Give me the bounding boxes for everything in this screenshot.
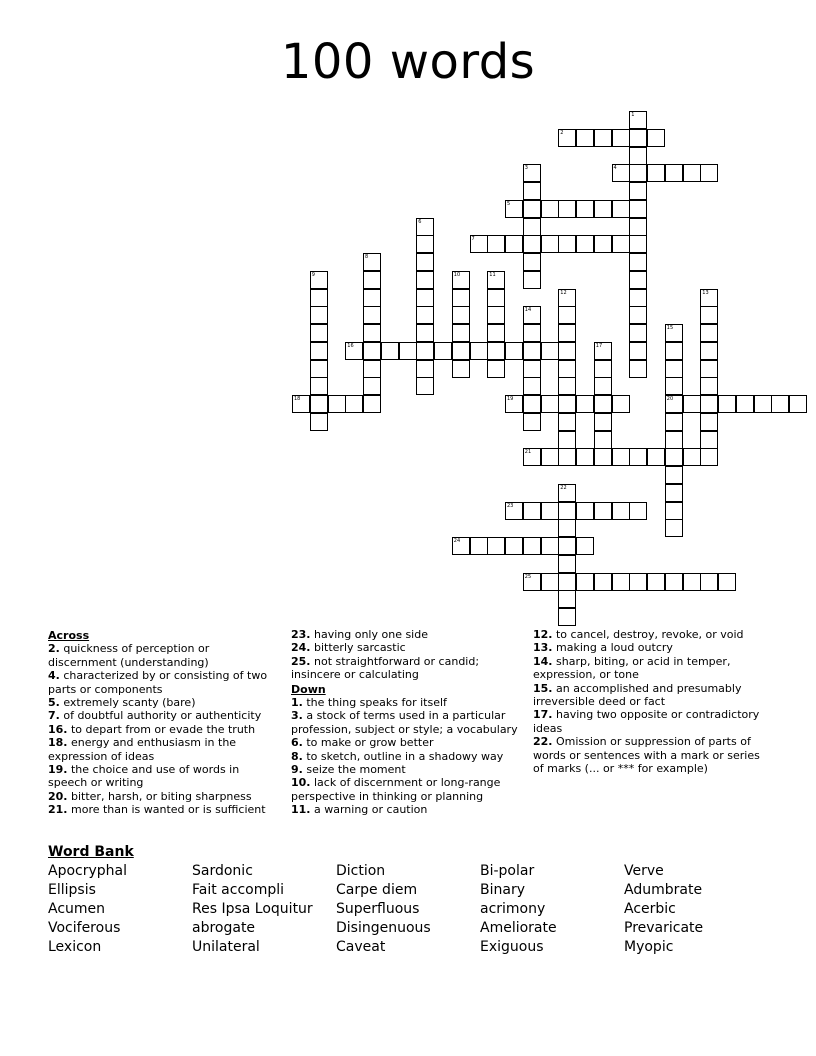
grid-cell[interactable]	[523, 573, 541, 591]
grid-cell[interactable]	[629, 289, 647, 307]
grid-cell[interactable]	[363, 395, 381, 413]
clue-number: 11	[489, 271, 496, 278]
clue-number: 16	[347, 342, 354, 349]
grid-cell[interactable]	[700, 573, 718, 591]
grid-cell[interactable]	[576, 235, 594, 253]
grid-cell[interactable]	[612, 164, 630, 182]
grid-cell[interactable]	[399, 342, 417, 360]
grid-cell[interactable]	[363, 271, 381, 289]
grid-cell[interactable]	[310, 360, 328, 378]
grid-cell[interactable]	[523, 235, 541, 253]
clue-item: 9. seize the moment	[291, 763, 406, 777]
grid-cell[interactable]	[665, 466, 683, 484]
grid-cell[interactable]	[523, 306, 541, 324]
grid-cell[interactable]	[541, 537, 559, 555]
grid-cell[interactable]	[523, 271, 541, 289]
clue-number: 12	[560, 289, 567, 296]
grid-cell[interactable]	[629, 164, 647, 182]
grid-cell[interactable]	[363, 377, 381, 395]
grid-cell[interactable]	[558, 448, 576, 466]
grid-cell[interactable]	[683, 573, 701, 591]
grid-cell[interactable]	[470, 342, 488, 360]
clue-item: 18. energy and enthusiasm in the expression of ideas	[48, 736, 237, 763]
grid-cell[interactable]	[683, 395, 701, 413]
grid-cell[interactable]	[487, 324, 505, 342]
word-bank-word: Prevaricate	[624, 920, 704, 936]
grid-cell[interactable]	[487, 537, 505, 555]
grid-cell[interactable]	[416, 253, 434, 271]
grid-cell[interactable]	[594, 360, 612, 378]
across-clue-list-cont	[291, 628, 524, 682]
grid-cell[interactable]	[523, 502, 541, 520]
grid-cell[interactable]	[700, 164, 718, 182]
grid-cell[interactable]	[594, 377, 612, 395]
grid-cell[interactable]	[665, 395, 683, 413]
grid-cell[interactable]	[700, 448, 718, 466]
grid-cell[interactable]	[363, 360, 381, 378]
word-bank-word: Lexicon	[48, 939, 102, 955]
grid-cell[interactable]	[612, 502, 630, 520]
grid-cell[interactable]	[558, 342, 576, 360]
grid-cell[interactable]	[310, 395, 328, 413]
word-bank-word: Binary	[480, 882, 525, 898]
grid-cell[interactable]	[505, 235, 523, 253]
word-bank-column	[480, 862, 620, 957]
grid-cell[interactable]	[523, 360, 541, 378]
grid-cell[interactable]	[594, 502, 612, 520]
clue-item: 19. the choice and use of words in speech or writing	[48, 763, 240, 790]
clue-item: 23. having only one side	[291, 628, 428, 641]
grid-cell[interactable]	[594, 395, 612, 413]
grid-cell[interactable]	[558, 377, 576, 395]
across-heading: Across	[48, 629, 90, 642]
grid-cell[interactable]	[683, 164, 701, 182]
grid-cell[interactable]	[665, 519, 683, 537]
grid-cell[interactable]	[558, 200, 576, 218]
clue-number: 15	[666, 325, 674, 331]
grid-cell[interactable]	[452, 342, 470, 360]
grid-cell[interactable]	[700, 395, 718, 413]
grid-cell[interactable]	[629, 573, 647, 591]
word-bank-word: Fait accompli	[192, 882, 285, 898]
word-bank-word: Caveat	[336, 939, 386, 955]
word-bank-word: Diction	[336, 863, 386, 879]
grid-cell[interactable]	[612, 200, 630, 218]
grid-cell[interactable]	[416, 342, 434, 360]
clue-number: 20	[666, 396, 674, 402]
grid-cell[interactable]	[310, 306, 328, 324]
grid-cell[interactable]	[576, 129, 594, 147]
grid-cell[interactable]	[683, 448, 701, 466]
grid-cell[interactable]	[665, 484, 683, 502]
grid-cell[interactable]	[541, 448, 559, 466]
grid-cell[interactable]	[558, 555, 576, 573]
clue-item: 13. making a loud outcry	[533, 641, 673, 655]
clue-number: 17	[595, 342, 603, 349]
grid-cell[interactable]	[363, 306, 381, 324]
grid-cell[interactable]	[505, 537, 523, 555]
grid-cell[interactable]	[647, 129, 665, 147]
clue-number: 2	[560, 129, 564, 136]
grid-cell[interactable]	[558, 590, 576, 608]
clue-number: 10	[453, 271, 461, 278]
grid-cell[interactable]	[541, 200, 559, 218]
grid-cell[interactable]	[452, 324, 470, 342]
word-bank-word: Carpe diem	[336, 882, 418, 898]
grid-cell[interactable]	[558, 360, 576, 378]
grid-cell[interactable]	[310, 342, 328, 360]
grid-cell[interactable]	[700, 306, 718, 324]
clue-number: 18	[294, 396, 301, 402]
down-heading: Down	[291, 682, 326, 696]
word-bank-word: Bi-polar	[480, 863, 535, 879]
grid-cell[interactable]	[470, 537, 488, 555]
word-bank-word: acrimony	[480, 901, 546, 917]
grid-cell[interactable]	[310, 289, 328, 307]
clue-item: 14. sharp, biting, or acid in temper, expression, or tone	[533, 654, 731, 682]
grid-cell[interactable]	[541, 502, 559, 520]
grid-cell[interactable]	[612, 448, 630, 466]
grid-cell[interactable]	[487, 289, 505, 307]
word-bank-word: Acumen	[48, 901, 106, 917]
grid-cell[interactable]	[629, 342, 647, 360]
grid-cell[interactable]	[416, 324, 434, 342]
word-bank-word: Apocryphal	[48, 863, 127, 879]
grid-cell[interactable]	[665, 324, 683, 342]
grid-cell[interactable]	[487, 360, 505, 378]
grid-cell[interactable]	[576, 395, 594, 413]
grid-cell[interactable]	[594, 413, 612, 431]
grid-cell[interactable]	[558, 129, 576, 147]
grid-cell[interactable]	[665, 413, 683, 431]
word-bank-column	[624, 862, 764, 957]
grid-cell[interactable]	[594, 235, 612, 253]
grid-cell[interactable]	[487, 235, 505, 253]
grid-cell[interactable]	[487, 271, 505, 289]
clue-item: 24. bitterly sarcastic	[291, 641, 406, 655]
grid-cell[interactable]	[363, 342, 381, 360]
grid-cell[interactable]	[541, 395, 559, 413]
grid-cell[interactable]	[629, 200, 647, 218]
grid-cell[interactable]	[558, 289, 576, 307]
clue-item: 6. to make or grow better	[291, 736, 434, 750]
grid-cell[interactable]	[452, 537, 470, 555]
word-bank-word: Ellipsis	[48, 882, 96, 898]
grid-cell[interactable]	[736, 395, 754, 413]
word-bank-word: Adumbrate	[624, 882, 703, 898]
clue-number: 9	[311, 271, 315, 278]
grid-cell[interactable]	[345, 342, 363, 360]
grid-cell[interactable]	[718, 573, 736, 591]
grid-cell[interactable]	[700, 360, 718, 378]
grid-cell[interactable]	[363, 253, 381, 271]
grid-cell[interactable]	[416, 306, 434, 324]
grid-cell[interactable]	[292, 395, 310, 413]
grid-cell[interactable]	[576, 537, 594, 555]
grid-cell[interactable]	[665, 164, 683, 182]
grid-cell[interactable]	[505, 200, 523, 218]
clue-item: 21. more than is wanted or is sufficient	[48, 803, 266, 817]
word-bank-heading: Word Bank	[48, 844, 134, 860]
grid-cell[interactable]	[665, 377, 683, 395]
grid-cell[interactable]	[700, 342, 718, 360]
grid-cell[interactable]	[505, 502, 523, 520]
grid-cell[interactable]	[700, 377, 718, 395]
grid-cell[interactable]	[612, 129, 630, 147]
clue-number: 25	[524, 573, 532, 580]
grid-cell[interactable]	[416, 271, 434, 289]
clue-column-1	[48, 628, 280, 817]
page-title: 100 words	[280, 34, 536, 90]
word-bank-word: Verve	[624, 863, 664, 879]
grid-cell[interactable]	[558, 519, 576, 537]
grid-cell[interactable]	[594, 448, 612, 466]
grid-cell[interactable]	[523, 253, 541, 271]
grid-cell[interactable]	[541, 235, 559, 253]
grid-cell[interactable]	[612, 235, 630, 253]
grid-cell[interactable]	[665, 448, 683, 466]
grid-cell[interactable]	[558, 413, 576, 431]
word-bank-word: Exiguous	[480, 939, 544, 955]
grid-cell[interactable]	[416, 360, 434, 378]
clue-item: 20. bitter, harsh, or biting sharpness	[48, 789, 252, 803]
grid-cell[interactable]	[345, 395, 363, 413]
grid-cell[interactable]	[416, 289, 434, 307]
grid-cell[interactable]	[558, 395, 576, 413]
clue-item: 16. to depart from or evade the truth	[48, 722, 256, 736]
clue-item: 25. not straightforward or candid; insincere or calculating	[291, 654, 480, 682]
grid-cell[interactable]	[452, 271, 470, 289]
grid-cell[interactable]	[647, 164, 665, 182]
grid-cell[interactable]	[328, 395, 346, 413]
word-bank-column	[192, 862, 332, 957]
grid-cell[interactable]	[629, 448, 647, 466]
grid-cell[interactable]	[789, 395, 807, 413]
grid-cell[interactable]	[523, 413, 541, 431]
grid-cell[interactable]	[629, 271, 647, 289]
grid-cell[interactable]	[629, 360, 647, 378]
clue-column-2	[291, 628, 524, 817]
grid-cell[interactable]	[665, 342, 683, 360]
grid-cell[interactable]	[665, 502, 683, 520]
word-bank-word: Superfluous	[336, 901, 420, 917]
grid-cell[interactable]	[612, 395, 630, 413]
grid-cell[interactable]	[452, 360, 470, 378]
grid-cell[interactable]	[629, 111, 647, 129]
grid-cell[interactable]	[594, 573, 612, 591]
clue-number: 13	[702, 289, 709, 296]
across-clue-list	[48, 642, 280, 816]
grid-cell[interactable]	[558, 608, 576, 626]
grid-cell[interactable]	[594, 129, 612, 147]
clue-number: 1	[631, 112, 635, 118]
grid-cell[interactable]	[416, 235, 434, 253]
clue-item: 8. to sketch, outline in a shadowy way	[291, 749, 504, 763]
grid-cell[interactable]	[523, 342, 541, 360]
grid-cell[interactable]	[416, 377, 434, 395]
grid-cell[interactable]	[629, 147, 647, 165]
grid-cell[interactable]	[381, 342, 399, 360]
grid-cell[interactable]	[629, 502, 647, 520]
grid-cell[interactable]	[523, 218, 541, 236]
word-bank-word: Res Ipsa Loquitur	[192, 901, 313, 917]
grid-cell[interactable]	[523, 164, 541, 182]
word-bank-word: abrogate	[192, 920, 256, 936]
grid-cell[interactable]	[629, 129, 647, 147]
grid-cell[interactable]	[647, 448, 665, 466]
grid-cell[interactable]	[523, 395, 541, 413]
clue-number: 4	[613, 165, 617, 172]
grid-cell[interactable]	[629, 253, 647, 271]
clue-number: 21	[524, 449, 532, 456]
down-clue-list-cont	[533, 628, 773, 775]
grid-cell[interactable]	[452, 306, 470, 324]
grid-cell[interactable]	[310, 413, 328, 431]
grid-cell[interactable]	[363, 289, 381, 307]
clue-number: 5	[507, 200, 511, 207]
clue-number: 24	[453, 538, 461, 544]
grid-cell[interactable]	[718, 395, 736, 413]
clue-item: 5. extremely scanty (bare)	[48, 696, 196, 710]
grid-cell[interactable]	[576, 200, 594, 218]
grid-cell[interactable]	[470, 235, 488, 253]
word-bank-column	[48, 862, 188, 957]
grid-cell[interactable]	[558, 306, 576, 324]
word-bank-word: Acerbic	[624, 901, 676, 917]
grid-cell[interactable]	[700, 289, 718, 307]
word-bank-word: Disingenuous	[336, 920, 431, 936]
grid-cell[interactable]	[310, 377, 328, 395]
clue-item: 3. a stock of terms used in a particular profession, subject or style; a vocabulary	[291, 709, 518, 736]
grid-cell[interactable]	[629, 306, 647, 324]
grid-cell[interactable]	[665, 573, 683, 591]
clue-item: 1. the thing speaks for itself	[291, 696, 447, 710]
clue-item: 2. quickness of perception or discernment (understanding)	[48, 642, 210, 669]
clue-number: 14	[524, 307, 532, 314]
word-bank-word: Unilateral	[192, 939, 260, 955]
clue-number: 7	[471, 236, 475, 243]
grid-cell[interactable]	[558, 502, 576, 520]
grid-cell[interactable]	[523, 377, 541, 395]
grid-cell[interactable]	[576, 448, 594, 466]
grid-cell[interactable]	[629, 324, 647, 342]
clue-number: 22	[560, 484, 567, 491]
grid-cell[interactable]	[558, 324, 576, 342]
grid-cell[interactable]	[754, 395, 772, 413]
grid-cell[interactable]	[452, 289, 470, 307]
grid-cell[interactable]	[523, 182, 541, 200]
clue-item: 10. lack of discernment or long-range perspective in thinking or planning	[291, 776, 501, 803]
grid-cell[interactable]	[594, 342, 612, 360]
grid-cell[interactable]	[434, 342, 452, 360]
clue-number: 8	[365, 254, 369, 260]
clue-item: 15. an accomplished and presumably irreversible deed or fact	[533, 681, 742, 709]
word-bank-column	[336, 862, 476, 957]
word-bank-word: Ameliorate	[480, 920, 557, 936]
grid-cell[interactable]	[558, 537, 576, 555]
clue-column-3	[533, 628, 773, 775]
grid-cell[interactable]	[558, 573, 576, 591]
clue-item: 17. having two opposite or contradictory ideas	[533, 708, 760, 735]
grid-cell[interactable]	[629, 182, 647, 200]
grid-cell[interactable]	[523, 324, 541, 342]
clue-number: 3	[524, 165, 528, 172]
grid-cell[interactable]	[505, 342, 523, 360]
grid-cell[interactable]	[700, 431, 718, 449]
clue-number: 23	[507, 502, 514, 509]
grid-cell[interactable]	[416, 218, 434, 236]
clue-item: 7. of doubtful authority or authenticity	[48, 709, 262, 723]
down-clue-list	[291, 696, 524, 817]
grid-cell[interactable]	[310, 271, 328, 289]
clue-item: 12. to cancel, destroy, revoke, or void	[533, 628, 744, 641]
grid-cell[interactable]	[629, 235, 647, 253]
clue-item: 22. Omission or suppression of parts of words or sentences with a mark or series of marks (... or *** for example)	[533, 735, 760, 776]
grid-cell[interactable]	[576, 573, 594, 591]
grid-cell[interactable]	[541, 573, 559, 591]
grid-cell[interactable]	[363, 324, 381, 342]
grid-cell[interactable]	[700, 413, 718, 431]
grid-cell[interactable]	[771, 395, 789, 413]
clue-number: 19	[507, 396, 514, 402]
grid-cell[interactable]	[612, 573, 630, 591]
grid-cell[interactable]	[523, 537, 541, 555]
grid-cell[interactable]	[310, 324, 328, 342]
word-bank-word: Vociferous	[48, 920, 121, 936]
grid-cell[interactable]	[558, 431, 576, 449]
grid-cell[interactable]	[505, 395, 523, 413]
grid-cell[interactable]	[558, 484, 576, 502]
grid-cell[interactable]	[558, 235, 576, 253]
word-bank-word: Myopic	[624, 939, 674, 955]
grid-cell[interactable]	[487, 342, 505, 360]
clue-item: 11. a warning or caution	[291, 803, 428, 817]
word-bank-word: Sardonic	[192, 863, 253, 879]
grid-cell[interactable]	[594, 431, 612, 449]
grid-cell[interactable]	[594, 200, 612, 218]
clue-number: 6	[418, 218, 422, 225]
grid-cell[interactable]	[665, 360, 683, 378]
grid-cell[interactable]	[629, 218, 647, 236]
clue-item: 4. characterized by or consisting of two parts or components	[48, 669, 268, 696]
grid-cell[interactable]	[541, 342, 559, 360]
grid-cell[interactable]	[647, 573, 665, 591]
grid-cell[interactable]	[700, 324, 718, 342]
grid-cell[interactable]	[523, 448, 541, 466]
grid-cell[interactable]	[576, 502, 594, 520]
grid-cell[interactable]	[487, 306, 505, 324]
grid-cell[interactable]	[523, 200, 541, 218]
grid-cell[interactable]	[665, 431, 683, 449]
